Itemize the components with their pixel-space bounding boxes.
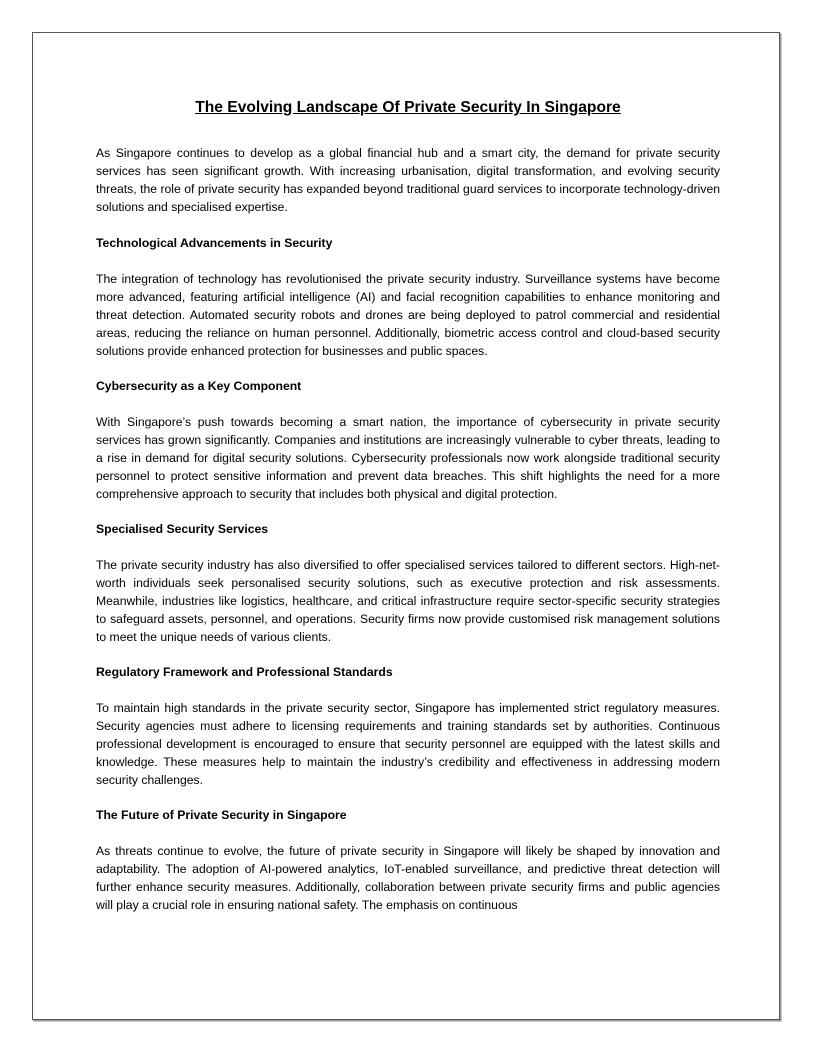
section-regulatory-framework xyxy=(96,663,720,789)
section-future xyxy=(96,806,720,914)
section-heading: Cybersecurity as a Key Component xyxy=(96,379,302,393)
document-title: The Evolving Landscape Of Private Security In Singapore xyxy=(195,99,621,116)
section-heading: Specialised Security Services xyxy=(96,522,269,536)
document-body xyxy=(96,98,720,931)
intro-paragraph: As Singapore continues to develop as a global financial hub and a smart city, the demand for private security services has seen significant growth. With increasing urbanisation, digital transformation, and evolving security threats, the role of private security has expanded beyond traditional guard services to incorporate technology-driven solutions and specialised expertise. xyxy=(96,146,720,214)
section-paragraph: To maintain high standards in the private security sector, Singapore has implemented strict regulatory measures. Security agencies must adhere to licensing requirements and training standards set by authorities. Continuous professional development is encouraged to ensure that security personnel are equipped with the latest skills and knowledge. These measures help to maintain the industry’s credibility and effectiveness in addressing modern security challenges. xyxy=(96,701,720,787)
section-heading: Technological Advancements in Security xyxy=(96,236,333,250)
section-paragraph: The private security industry has also diversified to offer specialised services tailored to different sectors. High-net-worth individuals seek personalised security solutions, such as executive protection and risk assessments. Meanwhile, industries like logistics, healthcare, and critical infrastructure require sector-specific security strategies to safeguard assets, personnel, and operations. Security firms now provide customised risk management solutions to meet the unique needs of various clients. xyxy=(96,558,720,644)
section-paragraph: With Singapore’s push towards becoming a smart nation, the importance of cybersecurity in private security services has grown significantly. Companies and institutions are increasingly vulnerable to cyber threats, leading to a rise in demand for digital security solutions. Cybersecurity professionals now work alongside traditional security personnel to protect sensitive information and prevent data breaches. This shift highlights the need for a more comprehensive approach to security that includes both physical and digital protection. xyxy=(96,415,720,501)
section-cybersecurity xyxy=(96,377,720,503)
section-specialised-services xyxy=(96,520,720,646)
section-paragraph: The integration of technology has revolutionised the private security industry. Surveillance systems have become more advanced, featuring artificial intelligence (AI) and facial recognition capabilities to enhance monitoring and threat detection. Automated security robots and drones are being deployed to patrol commercial and residential areas, reducing the reliance on human personnel. Additionally, biometric access control and cloud-based security solutions provide enhanced protection for businesses and public spaces. xyxy=(96,272,720,358)
section-technological-advancements xyxy=(96,234,720,360)
section-heading: Regulatory Framework and Professional Standards xyxy=(96,665,393,679)
section-paragraph: As threats continue to evolve, the future of private security in Singapore will likely be shaped by innovation and adaptability. The adoption of AI-powered analytics, IoT-enabled surveillance, and predictive threat detection will further enhance security measures. Additionally, collaboration between private security firms and public agencies will play a crucial role in ensuring national safety. The emphasis on continuous xyxy=(96,844,720,912)
section-heading: The Future of Private Security in Singapore xyxy=(96,808,347,822)
